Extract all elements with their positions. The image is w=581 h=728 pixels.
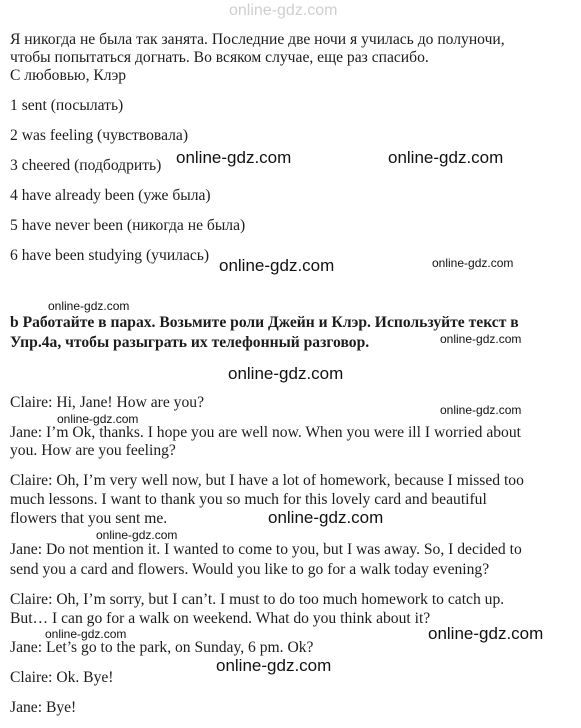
watermark: online-gdz.com xyxy=(440,332,522,346)
letter-signature: С любовью, Клэр xyxy=(10,67,127,84)
answer-item: 6 have been studying (училась) xyxy=(10,247,210,264)
dialogue-line: Jane: Do not mention it. I wanted to come to you, but I was away. So, I decided to xyxy=(10,541,522,558)
watermark: online-gdz.com xyxy=(219,256,335,275)
watermark: online-gdz.com xyxy=(228,364,344,383)
dialogue-line: Claire: Ok. Bye! xyxy=(10,669,114,686)
dialogue-line: Jane: Bye! xyxy=(10,699,77,716)
answer-item: 2 was feeling (чувствовала) xyxy=(10,127,189,144)
dialogue-line: you. How are you feeling? xyxy=(10,442,176,459)
watermark: online-gdz.com xyxy=(57,412,139,426)
letter-line: чтобы попытаться догнать. Во всяком случае, еще раз спасибо. xyxy=(10,49,429,66)
watermark: online-gdz.com xyxy=(96,528,178,542)
dialogue-line: Jane: Let’s go to the park, on Sunday, 6 pm. Ok? xyxy=(10,639,314,656)
watermark: online-gdz.com xyxy=(388,148,504,167)
answer-item: 3 cheered (подбодрить) xyxy=(10,157,162,174)
dialogue-line: send you a card and flowers. Would you like to go for a walk today evening? xyxy=(10,561,490,578)
watermark: online-gdz.com xyxy=(216,656,332,675)
task-heading: Упр.4а, чтобы разыграть их телефонный разговор. xyxy=(10,334,370,351)
watermark: online-gdz.com xyxy=(440,403,522,417)
dialogue-line: Claire: Hi, Jane! How are you? xyxy=(10,394,204,411)
task-heading: b Работайте в парах. Возьмите роли Джейн и Клэр. Используйте текст в xyxy=(10,314,519,331)
answer-item: 1 sent (посылать) xyxy=(10,97,124,114)
dialogue-line: flowers that you sent me. xyxy=(10,510,168,527)
watermark: online-gdz.com xyxy=(45,627,127,641)
dialogue-line: But… I can go for a walk on weekend. What do you think about it? xyxy=(10,610,431,627)
dialogue-line: Jane: I’m Ok, thanks. I hope you are well now. When you were ill I worried about xyxy=(10,424,521,441)
watermark: online-gdz.com xyxy=(48,299,130,313)
dialogue-line: Claire: Oh, I’m sorry, but I can’t. I must to do too much homework to catch up. xyxy=(10,591,505,608)
watermark-top: online-gdz.com xyxy=(229,2,338,19)
watermark: online-gdz.com xyxy=(432,256,514,270)
answer-item: 5 have never been (никогда не была) xyxy=(10,217,246,234)
answer-item: 4 have already been (уже была) xyxy=(10,187,211,204)
dialogue-line: much lessons. I want to thank you so much for this lovely card and beautiful xyxy=(10,491,487,508)
dialogue-line: Claire: Oh, I’m very well now, but I have a lot of homework, because I missed too xyxy=(10,472,524,489)
watermark: online-gdz.com xyxy=(176,148,292,167)
letter-line: Я никогда не была так занята. Последние две ночи я училась до полуночи, xyxy=(10,31,505,48)
watermark: online-gdz.com xyxy=(268,508,384,527)
watermark: online-gdz.com xyxy=(428,624,544,643)
